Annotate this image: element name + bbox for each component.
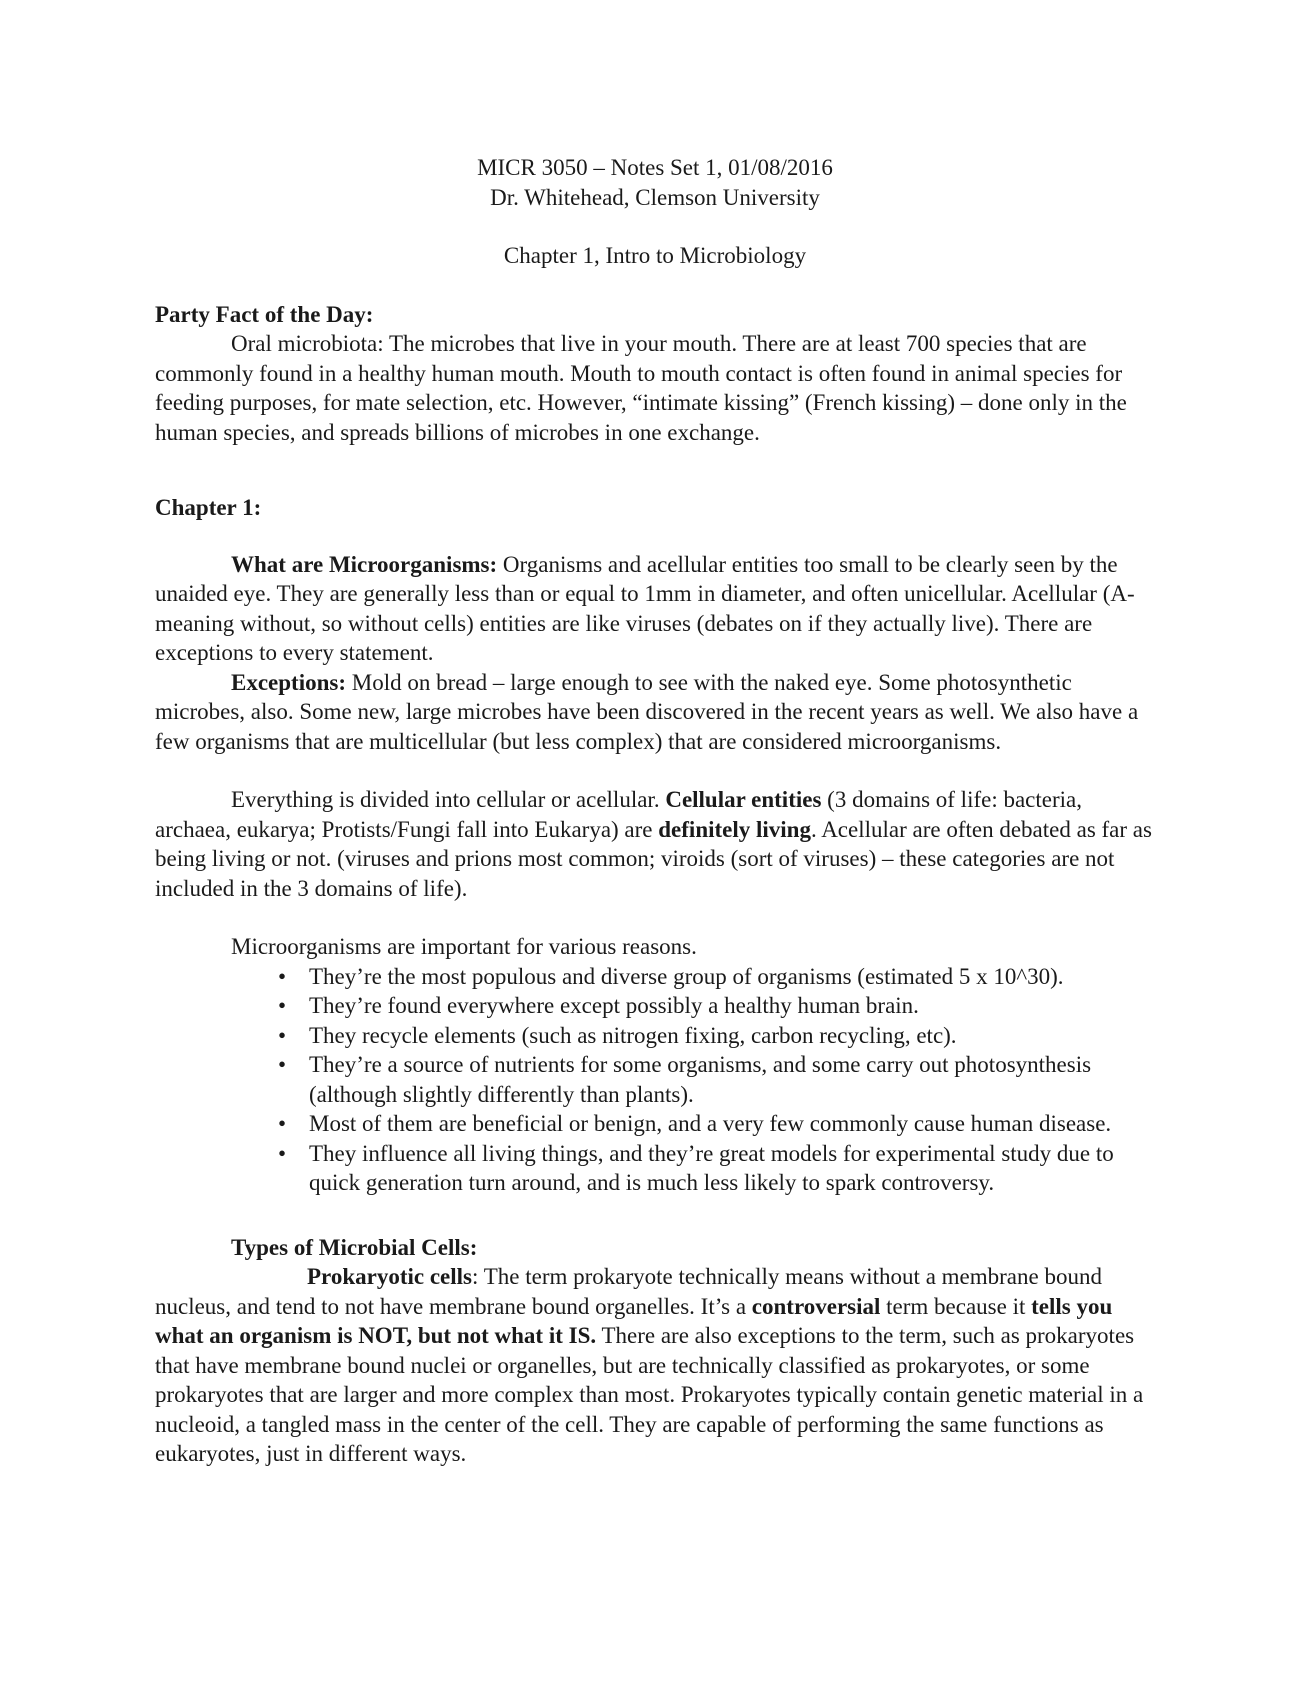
document-header xyxy=(155,153,1155,212)
list-item xyxy=(278,1139,1155,1198)
document-content xyxy=(155,153,1155,1469)
definitely-living-bold: definitely living xyxy=(658,816,811,842)
spacer xyxy=(155,447,1155,493)
cellular-text-1: Everything is divided into cellular or acellular. xyxy=(231,787,666,812)
prokaryotic-text-2: term because it xyxy=(880,1293,1032,1319)
spacer xyxy=(155,523,1155,550)
not-what-it-is-bold: tells you what an organism is NOT, but not what it IS. xyxy=(155,1293,1113,1348)
list-item xyxy=(278,962,1155,992)
exceptions-label: Exceptions: xyxy=(231,669,346,695)
prokaryotic-paragraph xyxy=(155,1262,1155,1469)
spacer xyxy=(155,1198,1155,1233)
reasons-intro: Microorganisms are important for various reasons. xyxy=(231,934,697,959)
bullet-icon: • xyxy=(278,963,287,989)
spacer xyxy=(155,903,1155,932)
list-item xyxy=(278,1021,1155,1051)
microorganisms-label: What are Microorganisms: xyxy=(231,551,498,577)
bullet-icon: • xyxy=(278,1140,287,1166)
list-item xyxy=(278,1050,1155,1109)
chapter1-heading: Chapter 1: xyxy=(155,495,262,520)
exceptions-text: Mold on bread – large enough to see with the naked eye. Some photosynthetic microbes, also. Some new, large microbes have been discovered in the recent years as well. We also have a few organisms that are multicellular (but less complex) that are considered microorganisms. xyxy=(155,669,1139,754)
list-item-text: They’re the most populous and diverse group of organisms (estimated 5 x 10^30). xyxy=(309,963,1064,989)
list-item-text: Most of them are beneficial or benign, and a very few commonly cause human disease. xyxy=(309,1111,1112,1136)
cellular-entities-bold: Cellular entities xyxy=(665,787,822,812)
reasons-list xyxy=(278,962,1155,1198)
list-item-text: They influence all living things, and they’re great models for experimental study due to quick generation turn around, and is much less likely to spark controversy. xyxy=(309,1140,1114,1195)
cellular-text-2: (3 domains of life: bacteria, archaea, eukarya; Protists/Fungi fall into Eukarya) are xyxy=(155,787,1082,842)
list-item-text: They’re found everywhere except possibly a healthy human brain. xyxy=(309,993,919,1018)
cellular-paragraph xyxy=(155,785,1155,903)
list-item-text: They recycle elements (such as nitrogen fixing, carbon recycling, etc). xyxy=(309,1022,957,1048)
cellular-text-3: . Acellular are often debated as far as being living or not. (viruses and prions most common; viroids (sort of viruses) – these categories are not included in the 3 domains of life). xyxy=(155,816,1152,901)
course-title: MICR 3050 – Notes Set 1, 01/08/2016 xyxy=(477,155,833,180)
chapter-title: Chapter 1, Intro to Microbiology xyxy=(503,243,807,268)
controversial-bold: controversial xyxy=(751,1293,881,1319)
list-item xyxy=(278,991,1155,1021)
prokaryotic-text-3: There are also exceptions to the term, such as prokaryotes that have membrane bound nuclei or organelles, but are technically classified as prokaryotes, or some prokaryotes that are larger and more complex than most. Prokaryotes typically contain genetic material in a nucleoid, a tangled mass in the center of the cell. They are capable of performing the same functions as eukaryotes, just in different ways. xyxy=(155,1323,1144,1466)
prokaryotic-text-1: : The term prokaryote technically means without a membrane bound nucleus, and tend to not have membrane bound organelles. It’s a xyxy=(155,1264,1102,1319)
bullet-icon: • xyxy=(278,1022,287,1048)
prokaryotic-label: Prokaryotic cells xyxy=(307,1264,472,1289)
microorganisms-paragraph xyxy=(155,550,1155,668)
bullet-icon: • xyxy=(278,1052,287,1077)
party-fact-body: Oral microbiota: The microbes that live in your mouth. There are at least 700 species that are commonly found in a healthy human mouth. Mouth to mouth contact is often found in animal species for feeding purposes, for mate selection, etc. However, “intimate kissing” (French kissing) – done only in the human species, and spreads billions of microbes in one exchange. xyxy=(155,331,1127,445)
list-item xyxy=(278,1109,1155,1139)
types-heading: Types of Microbial Cells: xyxy=(231,1234,478,1260)
spacer xyxy=(155,756,1155,785)
exceptions-paragraph xyxy=(155,668,1155,757)
instructor-line: Dr. Whitehead, Clemson University xyxy=(490,184,820,210)
party-fact-heading: Party Fact of the Day: xyxy=(155,301,374,327)
bullet-icon: • xyxy=(278,993,287,1018)
bullet-icon: • xyxy=(278,1111,287,1136)
list-item-text: They’re a source of nutrients for some organisms, and some carry out photosynthesis (although slightly differently than plants). xyxy=(309,1052,1092,1107)
microorganisms-text: Organisms and acellular entities too small to be clearly seen by the unaided eye. They are generally less than or equal to 1mm in diameter, and often unicellular. Acellular (A- meaning without, so without cells) entities are like viruses (debates on if they actually live). There are exceptions to every statement. xyxy=(155,551,1135,665)
